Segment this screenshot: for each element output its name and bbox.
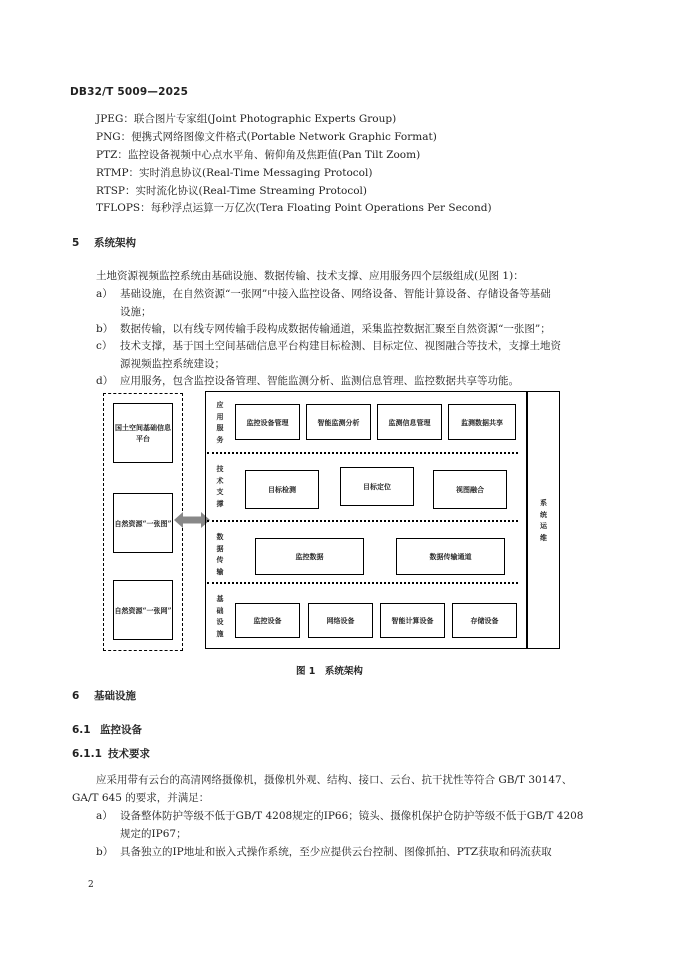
section-5-heading: [72, 235, 136, 250]
section-6-1-title: 监控设备: [100, 724, 142, 736]
section-6-number: 6: [72, 690, 80, 702]
list-item-6a-line1: 设备整体防护等级不低于GB/T 4208规定的IP66；镜头、摄像机保护仓防护等级不低于GB/T 4208: [120, 810, 584, 822]
box-smart-analysis: 智能监测分析: [306, 404, 371, 440]
box-monitoring-device: 监控设备: [235, 603, 300, 638]
box-info-management: 监测信息管理: [377, 404, 442, 440]
list-label-c: c）: [96, 340, 113, 352]
list-label-b: b）: [96, 323, 114, 335]
list-item-a-line1: 基础设施，在自然资源“一张网”中接入监控设备、网络设备、智能计算设备、存储设备等基础: [120, 288, 551, 300]
abbreviation-tflops: TFLOPS：每秒浮点运算一万亿次(Tera Floating Point Operations Per Second): [96, 202, 492, 214]
list-item-d-line1: 应用服务，包含监控设备管理、智能监测分析、监测信息管理、监控数据共享等功能。: [120, 375, 519, 387]
list-item-c-line2: 源视频监控系统建设；: [120, 358, 225, 370]
abbreviation-rtsp: RTSP：实时流化协议(Real-Time Streaming Protocol): [96, 185, 368, 197]
one-map-box: 自然资源“一张图”: [113, 493, 173, 553]
layer-divider-2: [207, 520, 518, 522]
box-data-sharing: 监测数据共享: [448, 404, 516, 440]
list-item-6b-line1: 具备独立的IP地址和嵌入式操作系统，至少应提供云台控制、图像抓拍、PTZ获取和码流获取: [120, 846, 552, 858]
box-computing-device: 智能计算设备: [380, 603, 445, 638]
box-data-channel: 数据传输通道: [396, 538, 505, 575]
box-network-device: 网络设备: [308, 603, 373, 638]
system-ops-box: [527, 391, 560, 649]
layer-divider-1: [207, 452, 518, 454]
section-6-1-1-heading: [72, 746, 150, 761]
box-monitoring-data: 监控数据: [255, 538, 364, 575]
section-6-heading: [72, 688, 136, 703]
layer-label-application: 应用服务: [216, 400, 224, 444]
list-item-b-line1: 数据传输，以有线专网传输手段构成数据传输通道，采集监控数据汇聚至自然资源“一张图”；: [120, 323, 551, 335]
section-6-intro-line1: 应采用带有云台的高清网络摄像机，摄像机外观、结构、接口、云台、抗干扰性等符合 GB/T 30147、: [96, 774, 573, 786]
abbreviation-ptz: PTZ：监控设备视频中心点水平角、俯仰角及焦距值(Pan Tilt Zoom): [96, 149, 421, 161]
one-network-box: 自然资源“一张网”: [113, 580, 173, 640]
layer-label-data-transmission: 数据传输: [216, 532, 224, 576]
layer-divider-3: [207, 582, 518, 584]
layer-label-infrastructure: 基础设施: [216, 594, 224, 638]
list-label-a: a）: [96, 288, 113, 300]
abbreviation-png: PNG：便携式网络图像文件格式(Portable Network Graphic Format): [96, 131, 437, 143]
list-item-a-line2: 设施；: [120, 306, 152, 318]
list-item-6a-line2: 规定的IP67；: [120, 828, 187, 840]
section-6-intro-line2: GA/T 645 的要求，并满足：: [72, 792, 210, 804]
section-6-1-number: 6.1: [72, 724, 91, 736]
section-5-title: 系统架构: [94, 237, 136, 249]
basic-info-platform-box: 国土空间基础信息平台: [113, 403, 173, 463]
abbreviation-rtmp: RTMP：实时消息协议(Real-Time Messaging Protocol): [96, 167, 373, 179]
page-number: 2: [88, 880, 94, 890]
system-ops-label: 系统运维: [540, 498, 547, 542]
list-item-c-line1: 技术支撑，基于国土空间基础信息平台构建目标检测、目标定位、视图融合等技术，支撑土地资: [120, 340, 561, 352]
box-view-fusion: 视图融合: [433, 470, 507, 509]
section-6-title: 基础设施: [94, 690, 136, 702]
list-label-d: d）: [96, 375, 114, 387]
box-storage-device: 存储设备: [452, 603, 517, 638]
list-label-6a: a）: [96, 810, 113, 822]
section-6-1-heading: [72, 722, 142, 737]
section-5-number: 5: [72, 237, 80, 249]
layer-label-tech-support: 技术支撑: [216, 464, 224, 508]
box-target-location: 目标定位: [340, 467, 414, 506]
list-label-6b: b）: [96, 846, 114, 858]
standard-number: DB32/T 5009—2025: [70, 86, 189, 98]
section-5-intro: 土地资源视频监控系统由基础设施、数据传输、技术支撑、应用服务四个层级组成(见图 1)：: [96, 270, 524, 282]
section-6-1-1-title: 技术要求: [108, 748, 150, 760]
box-device-management: 监控设备管理: [235, 404, 300, 440]
abbreviation-jpeg: JPEG：联合图片专家组(Joint Photographic Experts Group): [96, 113, 397, 125]
figure-caption: 图 1 系统架构: [296, 666, 363, 677]
section-6-1-1-number: 6.1.1: [72, 748, 102, 760]
box-target-detection: 目标检测: [245, 470, 319, 509]
